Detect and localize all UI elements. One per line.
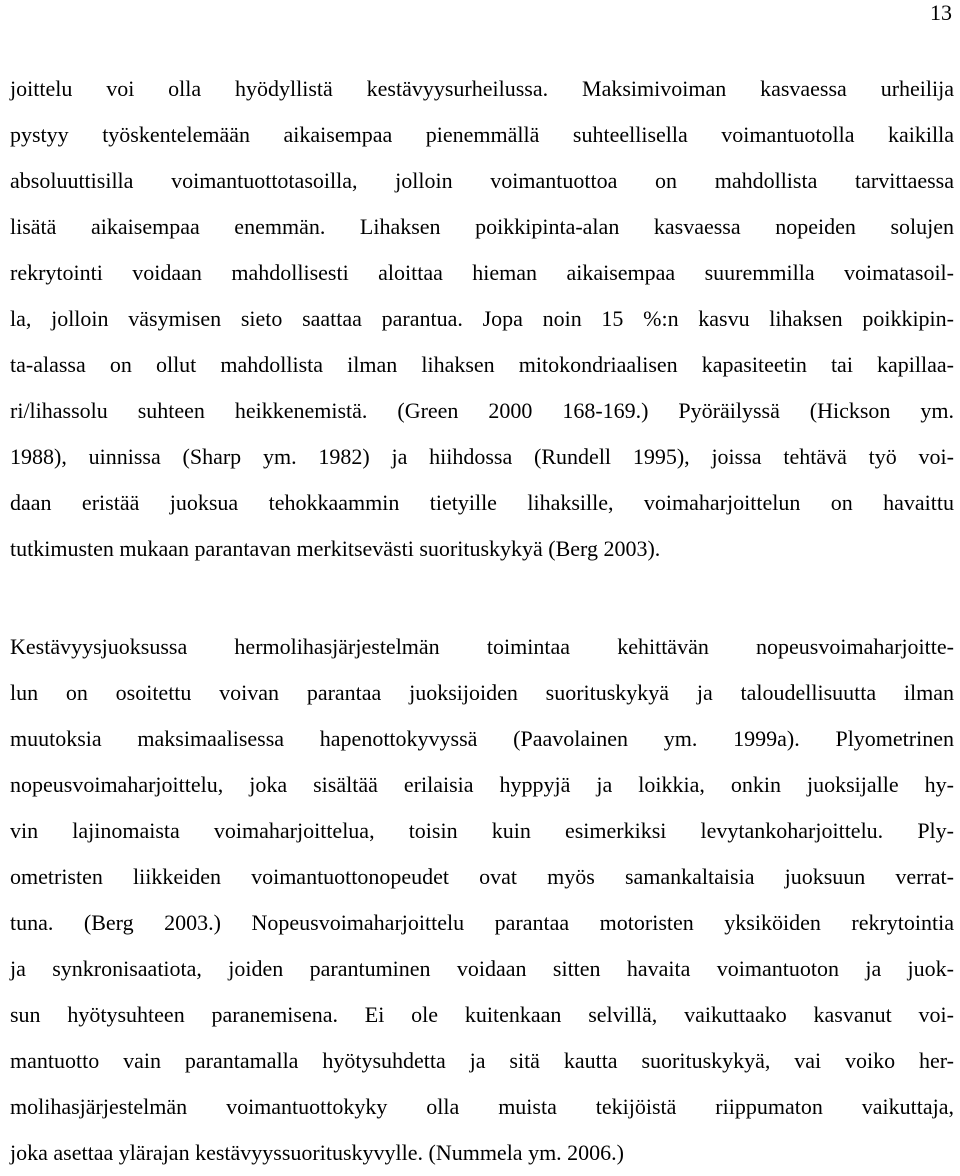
text-line: ja synkronisaatiota, joiden parantuminen voidaan sitten havaita voimantuoton ja juok- [10, 956, 954, 981]
text-line: pystyy työskentelemään aikaisempaa pienemmällä suhteellisella voimantuotolla kaikilla [10, 122, 954, 147]
text-line: ometristen liikkeiden voimantuottonopeudet ovat myös samankaltaisia juoksuun verrat- [10, 864, 954, 889]
text-line: ri/lihassolu suhteen heikkenemistä. (Green 2000 168-169.) Pyöräilyssä (Hickson ym. [10, 398, 954, 423]
text-line: joittelu voi olla hyödyllistä kestävyysurheilussa. Maksimivoiman kasvaessa urheilija [10, 76, 954, 101]
text-line: la, jolloin väsymisen sieto saattaa parantua. Jopa noin 15 %:n kasvu lihaksen poikkipin- [10, 306, 954, 331]
body-paragraph-2 [10, 624, 954, 1176]
page-number: 13 [930, 0, 952, 25]
text-line: rekrytointi voidaan mahdollisesti aloittaa hieman aikaisempaa suuremmilla voimatasoil- [10, 260, 954, 285]
text-line: tuna. (Berg 2003.) Nopeusvoimaharjoittelu parantaa motoristen yksiköiden rekrytointia [10, 910, 954, 935]
text-line: daan eristää juoksua tehokkaammin tietyille lihaksille, voimaharjoittelun on havaittu [10, 490, 954, 515]
text-line: lun on osoitettu voivan parantaa juoksijoiden suorituskykyä ja taloudellisuutta ilman [10, 680, 954, 705]
text-line: vin lajinomaista voimaharjoittelua, toisin kuin esimerkiksi levytankoharjoittelu. Ply- [10, 818, 954, 843]
text-line: molihasjärjestelmän voimantuottokyky olla muista tekijöistä riippumaton vaikuttaja, [10, 1094, 954, 1119]
body-paragraph-1 [10, 66, 954, 572]
text-line: tutkimusten mukaan parantavan merkitsevästi suorituskykyä (Berg 2003). [10, 536, 661, 561]
text-line: lisätä aikaisempaa enemmän. Lihaksen poikkipinta-alan kasvaessa nopeiden solujen [10, 214, 954, 239]
text-line: 1988), uinnissa (Sharp ym. 1982) ja hiihdossa (Rundell 1995), joissa tehtävä työ voi- [10, 444, 954, 469]
text-line: joka asettaa ylärajan kestävyyssuorituskyvylle. (Nummela ym. 2006.) [10, 1140, 625, 1165]
text-line: ta-alassa on ollut mahdollista ilman lihaksen mitokondriaalisen kapasiteetin tai kapillaa- [10, 352, 954, 377]
text-line: absoluuttisilla voimantuottotasoilla, jolloin voimantuottoa on mahdollista tarvittaessa [10, 168, 954, 193]
text-line: muutoksia maksimaalisessa hapenottokyvyssä (Paavolainen ym. 1999a). Plyometrinen [10, 726, 954, 751]
text-line: Kestävyysjuoksussa hermolihasjärjestelmän toimintaa kehittävän nopeusvoimaharjoitte- [10, 634, 954, 659]
text-line: sun hyötysuhteen paranemisena. Ei ole kuitenkaan selvillä, vaikuttaako kasvanut voi- [10, 1002, 954, 1027]
text-line: mantuotto vain parantamalla hyötysuhdetta ja sitä kautta suorituskykyä, vai voiko her- [10, 1048, 954, 1073]
text-line: nopeusvoimaharjoittelu, joka sisältää erilaisia hyppyjä ja loikkia, onkin juoksijalle hy- [10, 772, 954, 797]
